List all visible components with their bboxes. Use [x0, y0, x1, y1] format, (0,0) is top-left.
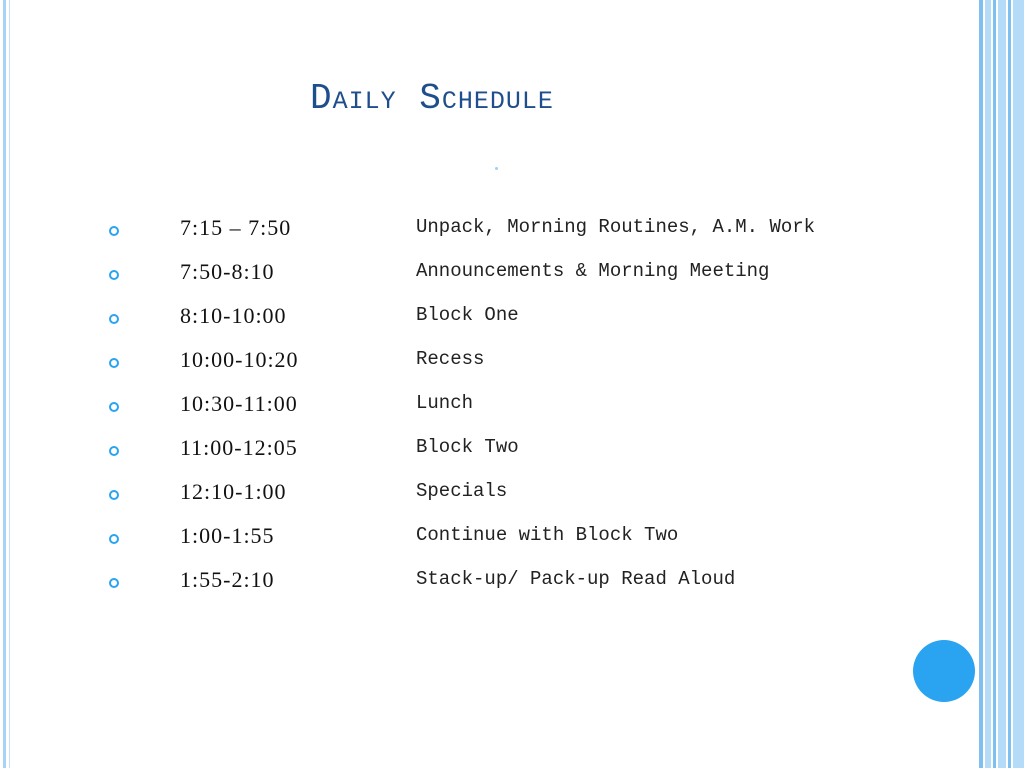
decorative-dot: [495, 167, 498, 170]
schedule-time: 10:00-10:20: [180, 347, 299, 372]
bullet-icon: [109, 490, 119, 500]
schedule-time: 12:10-1:00: [180, 479, 287, 504]
schedule-time: 1:55-2:10: [180, 567, 275, 592]
schedule-activity: Specials: [416, 480, 508, 502]
schedule-time: 10:30-11:00: [180, 391, 298, 416]
schedule-time: 11:00-12:05: [180, 435, 298, 460]
schedule-time: 7:15 – 7:50: [180, 215, 292, 240]
schedule-row: [0, 431, 960, 475]
schedule-row: [0, 211, 960, 255]
schedule-activity: Block Two: [416, 436, 519, 458]
schedule-row: [0, 343, 960, 387]
schedule-activity: Recess: [416, 348, 485, 370]
slide-title: Daily Schedule: [310, 78, 554, 119]
bullet-icon: [109, 578, 119, 588]
right-stripe: [993, 0, 996, 768]
right-stripe: [998, 0, 1006, 768]
schedule-time: 7:50-8:10: [180, 259, 275, 284]
schedule-activity: Continue with Block Two: [416, 524, 679, 546]
bullet-icon: [109, 534, 119, 544]
bullet-icon: [109, 402, 119, 412]
decorative-circle: [913, 640, 975, 702]
right-stripe: [985, 0, 991, 768]
bullet-icon: [109, 314, 119, 324]
schedule-row: [0, 563, 960, 607]
bullet-icon: [109, 358, 119, 368]
schedule-activity: Stack-up/ Pack-up Read Aloud: [416, 568, 736, 590]
bullet-icon: [109, 446, 119, 456]
right-stripe: [1008, 0, 1011, 768]
bullet-icon: [109, 226, 119, 236]
schedule-activity: Unpack, Morning Routines, A.M. Work: [416, 216, 816, 238]
schedule-row: [0, 475, 960, 519]
right-stripe: [979, 0, 983, 768]
bullet-icon: [109, 270, 119, 280]
schedule-row: [0, 299, 960, 343]
schedule-activity: Block One: [416, 304, 519, 326]
schedule-activity: Announcements & Morning Meeting: [416, 260, 770, 282]
schedule-activity: Lunch: [416, 392, 474, 414]
schedule-list: [0, 211, 960, 607]
schedule-row: [0, 255, 960, 299]
schedule-row: [0, 387, 960, 431]
schedule-time: 1:00-1:55: [180, 523, 275, 548]
schedule-row: [0, 519, 960, 563]
right-stripe: [1013, 0, 1024, 768]
schedule-time: 8:10-10:00: [180, 303, 287, 328]
